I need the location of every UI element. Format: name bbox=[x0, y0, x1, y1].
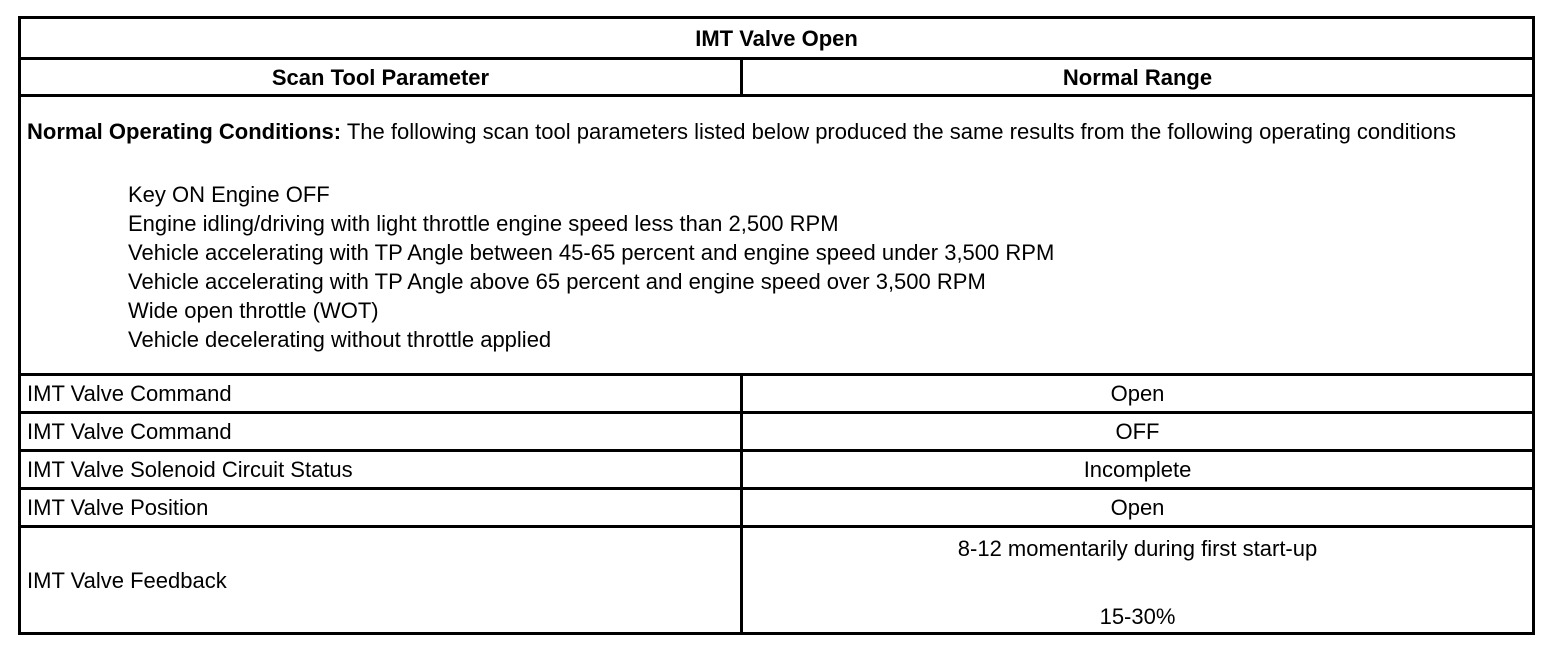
parameter-cell: IMT Valve Solenoid Circuit Status bbox=[20, 451, 742, 489]
condition-item: Vehicle decelerating without throttle applied bbox=[128, 326, 552, 352]
conditions-row bbox=[20, 96, 1534, 375]
column-header-normal-range: Normal Range bbox=[742, 59, 1534, 96]
feedback-range-line-1: 8-12 momentarily during first start-up bbox=[957, 536, 1318, 561]
range-cell-feedback bbox=[742, 527, 1534, 634]
conditions-cell bbox=[20, 96, 1534, 375]
conditions-intro bbox=[27, 117, 1526, 146]
parameter-cell: IMT Valve Command bbox=[20, 413, 742, 451]
condition-item: Engine idling/driving with light throttle engine speed less than 2,500 RPM bbox=[128, 210, 839, 236]
table-row-feedback bbox=[20, 527, 1534, 634]
parameter-cell: IMT Valve Position bbox=[20, 489, 742, 527]
parameter-cell: IMT Valve Feedback bbox=[20, 527, 742, 634]
feedback-range-line-2: 15-30% bbox=[1099, 604, 1176, 629]
conditions-intro-text: The following scan tool parameters listed below produced the same results from the following operating conditions bbox=[341, 118, 1456, 144]
table-title: IMT Valve Open bbox=[20, 18, 1534, 59]
range-cell: Open bbox=[742, 375, 1534, 413]
conditions-list bbox=[27, 180, 1526, 354]
parameter-cell: IMT Valve Command bbox=[20, 375, 742, 413]
range-cell: OFF bbox=[742, 413, 1534, 451]
condition-item: Wide open throttle (WOT) bbox=[128, 297, 379, 323]
conditions-label: Normal Operating Conditions: bbox=[27, 118, 342, 144]
condition-item: Vehicle accelerating with TP Angle between 45-65 percent and engine speed under 3,500 RPM bbox=[128, 239, 1055, 265]
condition-item: Vehicle accelerating with TP Angle above 65 percent and engine speed over 3,500 RPM bbox=[128, 268, 986, 294]
range-cell: Incomplete bbox=[742, 451, 1534, 489]
scan-tool-table bbox=[18, 16, 1535, 635]
condition-item: Key ON Engine OFF bbox=[128, 181, 330, 207]
column-header-parameter: Scan Tool Parameter bbox=[20, 59, 742, 96]
table-row bbox=[20, 451, 1534, 489]
table-row bbox=[20, 413, 1534, 451]
range-cell: Open bbox=[742, 489, 1534, 527]
table-row bbox=[20, 375, 1534, 413]
table-title-row bbox=[20, 18, 1534, 59]
table-row bbox=[20, 489, 1534, 527]
table-header-row bbox=[20, 59, 1534, 96]
